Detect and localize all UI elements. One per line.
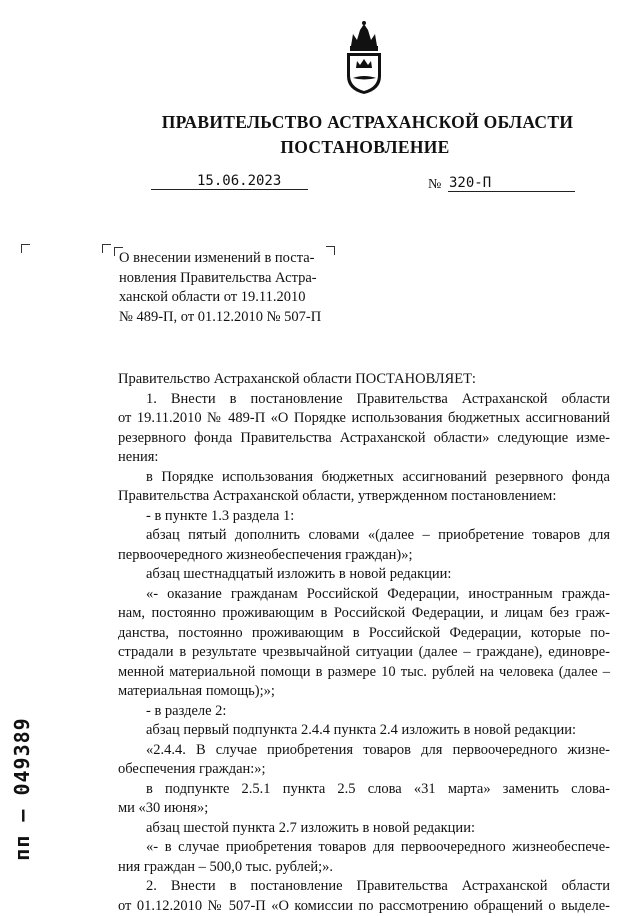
body-line: в подпункте 2.5.1 пункта 2.5 слова «31 марта» заменить слова- <box>118 780 610 800</box>
document-body <box>118 370 610 916</box>
corner-mark-left <box>21 244 30 253</box>
document-number: 320-П <box>449 175 491 191</box>
document-date: 15.06.2023 <box>197 173 281 189</box>
number-sign: № <box>428 177 441 193</box>
body-line: абзац первый подпункта 2.4.4 пункта 2.4 изложить в новой редакции: <box>118 721 610 741</box>
body-line: менной материальной помощи в размере 10 тыс. рублей на человека (далее – <box>118 663 610 683</box>
coat-of-arms-icon <box>339 20 389 96</box>
document-subject <box>119 249 335 327</box>
body-line: ния граждан – 500,0 тыс. рублей;». <box>118 858 610 878</box>
body-line: Правительства Астраханской области, утвержденном постановлением: <box>118 487 610 507</box>
subject-line: ханской области от 19.11.2010 <box>119 288 335 308</box>
body-line: обеспечения граждан:»; <box>118 760 610 780</box>
body-line: «- в случае приобретения товаров для первоочередного жизнеобеспече- <box>118 838 610 858</box>
body-line: абзац шестой пункта 2.7 изложить в новой редакции: <box>118 819 610 839</box>
side-serial-text: пп – 049389 <box>10 717 34 860</box>
body-line: Правительство Астраханской области ПОСТАНОВЛЯЕТ: <box>118 370 610 390</box>
body-line: от 01.12.2010 № 507-П «О комиссии по рассмотрению обращений о выделе- <box>118 897 610 916</box>
body-line: данства, постоянно проживающим в Российской Федерации, которые по- <box>118 624 610 644</box>
body-line: нам, постоянно проживающим в Российской Федерации, и лицам без граж- <box>118 604 610 624</box>
body-line: ми «30 июня»; <box>118 799 610 819</box>
subject-line: новления Правительства Астра- <box>119 269 335 289</box>
number-underline <box>448 191 575 192</box>
body-line: абзац пятый дополнить словами «(далее – приобретение товаров для <box>118 526 610 546</box>
date-underline <box>151 189 308 190</box>
body-line: страдали в результате чрезвычайной ситуации (далее – граждане), единовре- <box>118 643 610 663</box>
body-line: «- оказание гражданам Российской Федерации, иностранным гражда- <box>118 585 610 605</box>
body-line: материальная помощь);»; <box>118 682 610 702</box>
body-line: 2. Внести в постановление Правительства Астраханской области <box>118 877 610 897</box>
corner-mark-subject-left <box>102 244 111 253</box>
body-line: от 19.11.2010 № 489-П «О Порядке использования бюджетных ассигнований <box>118 409 610 429</box>
side-serial-number <box>0 725 40 855</box>
body-line: в Порядке использования бюджетных ассигнований резервного фонда <box>118 468 610 488</box>
body-line: первоочередного жизнеобеспечения граждан)»; <box>118 546 610 566</box>
document-type: ПОСТАНОВЛЕНИЕ <box>0 137 640 158</box>
subject-line: № 489-П, от 01.12.2010 № 507-П <box>119 308 335 328</box>
body-line: 1. Внести в постановление Правительства Астраханской области <box>118 390 610 410</box>
org-title: ПРАВИТЕЛЬСТВО АСТРАХАНСКОЙ ОБЛАСТИ <box>0 112 640 133</box>
body-line: резервного фонда Правительства Астраханской области» следующие изме- <box>118 429 610 449</box>
body-line: абзац шестнадцатый изложить в новой редакции: <box>118 565 610 585</box>
body-line: «2.4.4. В случае приобретения товаров для первоочередного жизне- <box>118 741 610 761</box>
body-line: - в разделе 2: <box>118 702 610 722</box>
body-line: нения: <box>118 448 610 468</box>
subject-line: О внесении изменений в поста- <box>119 249 335 269</box>
body-line: - в пункте 1.3 раздела 1: <box>118 507 610 527</box>
